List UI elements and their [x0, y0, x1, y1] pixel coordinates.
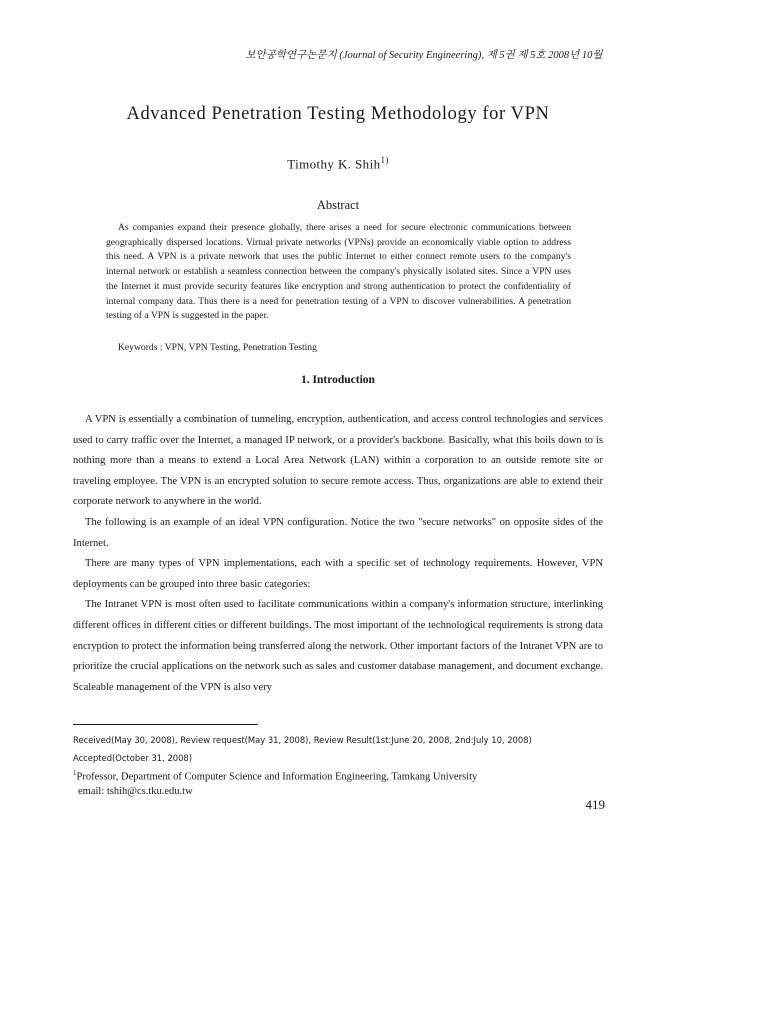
footnote-received: Received(May 30, 2008), Review request(May 31, 2008), Review Result(1st:June 20, 2008, 2nd:July 10, 2008): [73, 735, 532, 745]
author-line: [0, 155, 676, 172]
author-footnote-mark: 1): [380, 155, 389, 165]
introduction-body: [73, 410, 603, 698]
affiliation-mark: 1: [73, 769, 77, 777]
paragraph: The following is an example of an ideal VPN configuration. Notice the two "secure networks" on opposite sides of the Internet.: [73, 516, 603, 549]
footnote-divider: [73, 724, 258, 725]
paragraph: The Intranet VPN is most often used to facilitate communications within a company's information structure, interlinking different offices in different cities or different buildings. The most important of the technological requirements is strong data encryption to protect the information being transferred along the network. Other important factors of the Intranet VPN are to prioritize the crucial applications on the network such as sales and customer database management, and document exchange. Scaleable management of the VPN is also very: [73, 599, 603, 693]
abstract-body: As companies expand their presence globally, there arises a need for secure electronic communications between geographically dispersed locations. Virtual private networks (VPNs) provide an economically viable option to address this need. A VPN is a private network that uses the public Internet to either connect remote users to the company's internal network or establish a seamless connection between the company's physically isolated sites. Since a VPN uses the Internet it must provide security features like encryption and strong authentication to protect the confidentiality of internal company data. Thus there is a need for penetration testing of a VPN to discover vulnerabilities. A penetration testing of a VPN is suggested in the paper.: [106, 222, 571, 322]
page-number: 419: [585, 797, 605, 812]
keywords: Keywords : VPN, VPN Testing, Penetration Testing: [118, 342, 317, 353]
running-header: 보안공학연구논문지 (Journal of Security Engineering), 제 5권 제 5호 2008년 10월: [245, 50, 603, 61]
author-name: Timothy K. Shih: [287, 156, 381, 172]
paragraph: A VPN is essentially a combination of tunneling, encryption, authentication, and access control technologies and services used to carry traffic over the Internet, a managed IP network, or a provider's backbone. Basically, what this boils down to is nothing more than a means to extend a Local Area Network (LAN) within a corporation to an outside remote site or traveling employee. The VPN is an encrypted solution to secure remote access. Thus, organizations are able to extend their corporate network to anywhere in the world.: [73, 414, 603, 508]
footnote-dates: [73, 731, 633, 767]
paper-title: Advanced Penetration Testing Methodology for VPN: [126, 104, 550, 124]
author-email: email: tshih@cs.tku.edu.tw: [78, 786, 193, 797]
section-heading-introduction: 1. Introduction: [301, 374, 375, 386]
paragraph: There are many types of VPN implementations, each with a specific set of technology requirements. However, VPN deployments can be grouped into three basic categories:: [73, 558, 603, 590]
footnote-accepted: Accepted(October 31, 2008): [73, 753, 193, 763]
footnote-affiliation: [73, 766, 633, 800]
affiliation-text: Professor, Department of Computer Science and Information Engineering, Tamkang University: [76, 771, 478, 783]
abstract-heading: Abstract: [316, 198, 360, 212]
